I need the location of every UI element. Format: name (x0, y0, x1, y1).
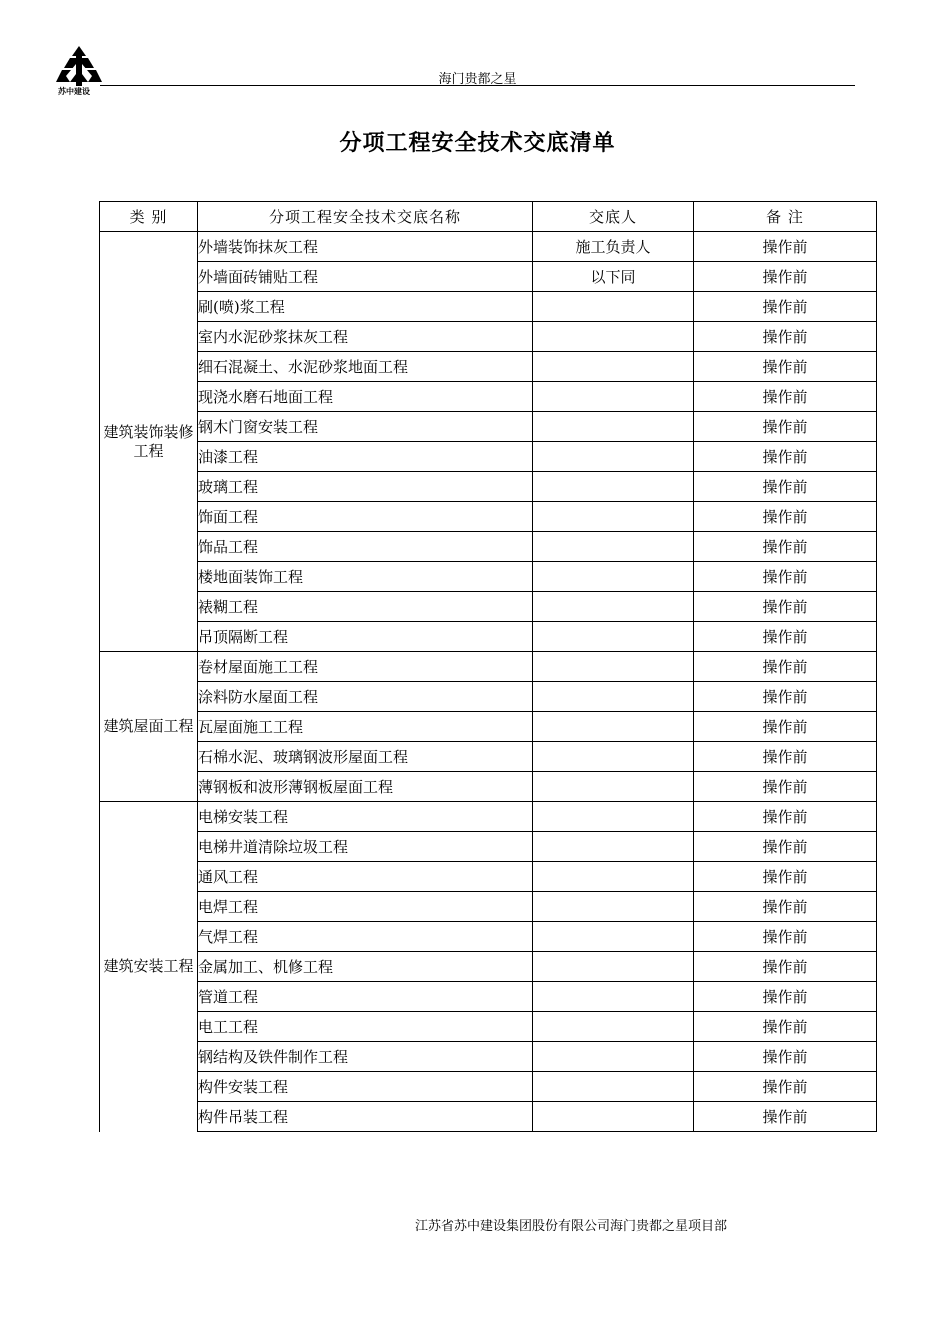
note-cell: 操作前 (694, 682, 877, 712)
item-name-cell: 饰品工程 (198, 532, 533, 562)
table-row (100, 412, 877, 442)
item-name-cell: 石棉水泥、玻璃钢波形屋面工程 (198, 742, 533, 772)
item-name-cell: 楼地面装饰工程 (198, 562, 533, 592)
table-row (100, 562, 877, 592)
note-cell: 操作前 (694, 502, 877, 532)
note-cell: 操作前 (694, 922, 877, 952)
note-cell: 操作前 (694, 442, 877, 472)
person-cell (533, 1042, 694, 1072)
header-divider (100, 85, 855, 86)
item-name-cell: 电焊工程 (198, 892, 533, 922)
person-cell (533, 802, 694, 832)
note-cell: 操作前 (694, 322, 877, 352)
item-name-cell: 细石混凝土、水泥砂浆地面工程 (198, 352, 533, 382)
person-cell (533, 712, 694, 742)
item-name-cell: 饰面工程 (198, 502, 533, 532)
item-name-cell: 构件安装工程 (198, 1072, 533, 1102)
person-cell (533, 922, 694, 952)
item-name-cell: 油漆工程 (198, 442, 533, 472)
person-cell (533, 472, 694, 502)
table-row (100, 382, 877, 412)
note-cell: 操作前 (694, 472, 877, 502)
note-cell: 操作前 (694, 862, 877, 892)
logo-text: 苏中建设 (58, 86, 90, 96)
note-cell: 操作前 (694, 622, 877, 652)
item-name-cell: 金属加工、机修工程 (198, 952, 533, 982)
table-row (100, 952, 877, 982)
person-cell (533, 1012, 694, 1042)
person-cell (533, 772, 694, 802)
table-row (100, 682, 877, 712)
note-cell: 操作前 (694, 1012, 877, 1042)
person-cell (533, 442, 694, 472)
person-cell (533, 622, 694, 652)
item-name-cell: 电梯安装工程 (198, 802, 533, 832)
item-name-cell: 玻璃工程 (198, 472, 533, 502)
table-row (100, 232, 877, 262)
table-row (100, 532, 877, 562)
table-row (100, 622, 877, 652)
table-row (100, 322, 877, 352)
category-cell: 建筑安装工程 (100, 802, 198, 1132)
item-name-cell: 外墙面砖铺贴工程 (198, 262, 533, 292)
column-header-name: 分项工程安全技术交底名称 (198, 202, 533, 232)
person-cell (533, 1072, 694, 1102)
note-cell: 操作前 (694, 1042, 877, 1072)
note-cell: 操作前 (694, 562, 877, 592)
table-row (100, 832, 877, 862)
item-name-cell: 钢结构及铁件制作工程 (198, 1042, 533, 1072)
item-name-cell: 卷材屋面施工工程 (198, 652, 533, 682)
table-row (100, 442, 877, 472)
person-cell (533, 382, 694, 412)
table-row (100, 982, 877, 1012)
note-cell: 操作前 (694, 712, 877, 742)
person-cell (533, 292, 694, 322)
item-name-cell: 钢木门窗安装工程 (198, 412, 533, 442)
footer-company: 江苏省苏中建设集团股份有限公司海门贵都之星项目部 (415, 1219, 728, 1234)
table-header-row (100, 202, 877, 232)
item-name-cell: 管道工程 (198, 982, 533, 1012)
person-cell (533, 532, 694, 562)
table-row (100, 292, 877, 322)
item-name-cell: 通风工程 (198, 862, 533, 892)
table-body (100, 232, 877, 1132)
table-row (100, 502, 877, 532)
person-cell (533, 352, 694, 382)
item-name-cell: 构件吊装工程 (198, 1102, 533, 1132)
note-cell: 操作前 (694, 652, 877, 682)
note-cell: 操作前 (694, 742, 877, 772)
note-cell: 操作前 (694, 292, 877, 322)
item-name-cell: 外墙装饰抹灰工程 (198, 232, 533, 262)
note-cell: 操作前 (694, 262, 877, 292)
person-cell: 以下同 (533, 262, 694, 292)
person-cell (533, 1102, 694, 1132)
table-row (100, 892, 877, 922)
table-row (100, 1042, 877, 1072)
person-cell (533, 742, 694, 772)
header-title: 海门贵都之星 (438, 72, 517, 87)
table-row (100, 802, 877, 832)
person-cell (533, 832, 694, 862)
column-header-note: 备 注 (694, 202, 877, 232)
note-cell: 操作前 (694, 802, 877, 832)
person-cell (533, 952, 694, 982)
table-row (100, 262, 877, 292)
note-cell: 操作前 (694, 382, 877, 412)
item-name-cell: 涂料防水屋面工程 (198, 682, 533, 712)
person-cell (533, 892, 694, 922)
person-cell (533, 982, 694, 1012)
table-row (100, 352, 877, 382)
item-name-cell: 刷(喷)浆工程 (198, 292, 533, 322)
category-cell: 建筑屋面工程 (100, 652, 198, 802)
note-cell: 操作前 (694, 832, 877, 862)
note-cell: 操作前 (694, 892, 877, 922)
item-name-cell: 现浇水磨石地面工程 (198, 382, 533, 412)
item-name-cell: 薄钢板和波形薄钢板屋面工程 (198, 772, 533, 802)
table-row (100, 652, 877, 682)
table-row (100, 1072, 877, 1102)
table-row (100, 592, 877, 622)
document-title: 分项工程安全技术交底清单 (339, 131, 616, 156)
note-cell: 操作前 (694, 1102, 877, 1132)
person-cell (533, 682, 694, 712)
safety-briefing-table (99, 201, 877, 1132)
column-header-category: 类 别 (100, 202, 198, 232)
person-cell (533, 652, 694, 682)
note-cell: 操作前 (694, 592, 877, 622)
table-row (100, 862, 877, 892)
person-cell (533, 502, 694, 532)
note-cell: 操作前 (694, 352, 877, 382)
table-row (100, 772, 877, 802)
item-name-cell: 瓦屋面施工工程 (198, 712, 533, 742)
item-name-cell: 电工工程 (198, 1012, 533, 1042)
person-cell (533, 322, 694, 352)
note-cell: 操作前 (694, 232, 877, 262)
item-name-cell: 电梯井道清除垃圾工程 (198, 832, 533, 862)
note-cell: 操作前 (694, 772, 877, 802)
item-name-cell: 吊顶隔断工程 (198, 622, 533, 652)
item-name-cell: 室内水泥砂浆抹灰工程 (198, 322, 533, 352)
table-row (100, 1102, 877, 1132)
person-cell: 施工负责人 (533, 232, 694, 262)
note-cell: 操作前 (694, 982, 877, 1012)
table-row (100, 1012, 877, 1042)
note-cell: 操作前 (694, 1072, 877, 1102)
person-cell (533, 412, 694, 442)
table-row (100, 712, 877, 742)
item-name-cell: 气焊工程 (198, 922, 533, 952)
note-cell: 操作前 (694, 412, 877, 442)
column-header-person: 交底人 (533, 202, 694, 232)
person-cell (533, 562, 694, 592)
person-cell (533, 862, 694, 892)
person-cell (533, 592, 694, 622)
item-name-cell: 裱糊工程 (198, 592, 533, 622)
note-cell: 操作前 (694, 952, 877, 982)
table-row (100, 922, 877, 952)
table-row (100, 472, 877, 502)
table-row (100, 742, 877, 772)
category-cell: 建筑装饰装修工程 (100, 232, 198, 652)
note-cell: 操作前 (694, 532, 877, 562)
